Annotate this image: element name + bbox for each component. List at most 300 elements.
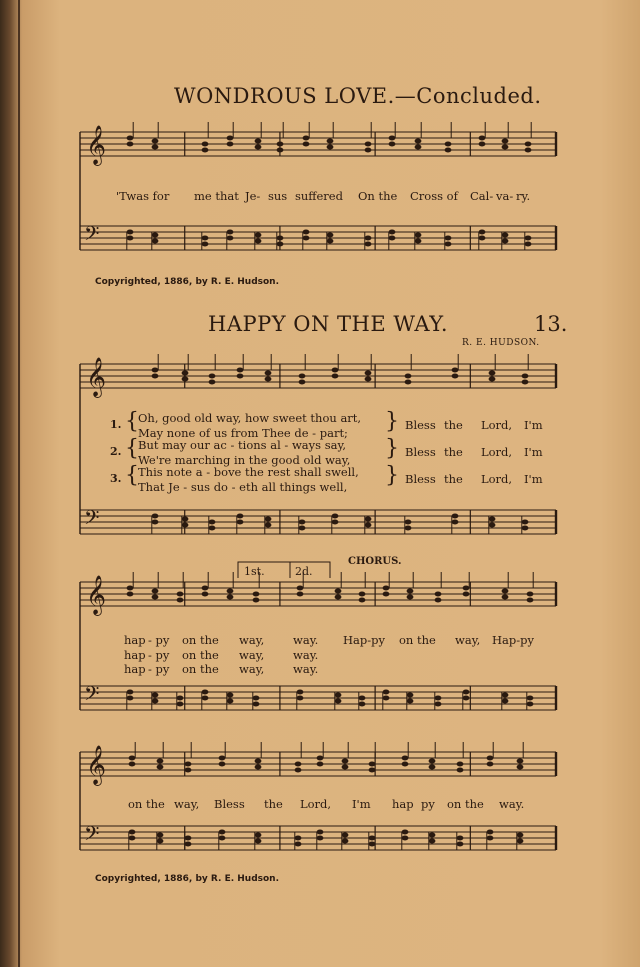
note-head — [253, 696, 260, 701]
chorus-word: - py — [148, 648, 170, 662]
note-head — [452, 368, 459, 373]
refrain-line-2 — [0, 445, 640, 461]
chorus-line-3 — [0, 662, 640, 678]
brace: } — [385, 463, 399, 488]
note-head — [365, 142, 372, 147]
note-head — [237, 514, 244, 519]
song1-copyright: Copyrighted, 1886, by R. E. Hudson. — [95, 277, 280, 287]
note-head — [527, 592, 534, 597]
note-head — [365, 371, 372, 376]
note-head — [383, 696, 390, 701]
bass-clef-icon: 𝄢 — [84, 822, 100, 850]
note-head — [452, 520, 459, 525]
note-head — [152, 233, 159, 238]
treble-clef-icon: 𝄞 — [86, 357, 107, 397]
note-head — [127, 690, 134, 695]
note-head — [209, 374, 216, 379]
lyric-word: Cal- — [470, 189, 494, 203]
chorus-word: Hap-py — [343, 633, 385, 647]
note-head — [185, 836, 192, 841]
note-head — [342, 833, 349, 838]
chorus-line-1 — [0, 633, 640, 649]
note-head — [463, 696, 470, 701]
note-head — [502, 233, 509, 238]
note-head — [365, 148, 372, 153]
note-head — [317, 756, 324, 761]
note-head — [152, 374, 159, 379]
note-head — [157, 839, 164, 844]
note-head — [463, 690, 470, 695]
note-head — [127, 236, 134, 241]
note-head — [185, 842, 192, 847]
note-head — [383, 586, 390, 591]
note-head — [489, 371, 496, 376]
note-head — [209, 526, 216, 531]
note-head — [152, 145, 159, 150]
chorus-word: way, — [239, 662, 265, 676]
note-head — [177, 598, 184, 603]
note-head — [209, 520, 216, 525]
note-head — [383, 592, 390, 597]
note-head — [129, 756, 136, 761]
note-head — [152, 139, 159, 144]
chorus-word: way. — [293, 648, 319, 662]
note-head — [182, 523, 189, 528]
chorus-word: way, — [455, 633, 481, 647]
note-head — [299, 380, 306, 385]
lyric-word: Cross of — [410, 189, 458, 203]
note-head — [127, 142, 134, 147]
chorus-word: hap — [124, 662, 146, 676]
note-head — [525, 142, 532, 147]
note-head — [237, 374, 244, 379]
lyric-word: Je- — [245, 189, 261, 203]
final-word: way. — [499, 797, 525, 811]
refrain-word: Bless — [405, 472, 436, 486]
note-head — [429, 759, 436, 764]
note-head — [127, 136, 134, 141]
note-head — [369, 842, 376, 847]
hymn-number: 13. — [534, 312, 568, 336]
note-head — [429, 765, 436, 770]
note-head — [265, 517, 272, 522]
note-head — [489, 517, 496, 522]
note-head — [335, 699, 342, 704]
note-head — [299, 526, 306, 531]
note-head — [389, 142, 396, 147]
refrain-word: the — [444, 445, 463, 459]
refrain-word: Lord, — [481, 418, 513, 432]
treble-clef-icon: 𝄞 — [86, 125, 107, 165]
note-head — [157, 759, 164, 764]
note-head — [479, 236, 486, 241]
note-head — [452, 374, 459, 379]
note-head — [177, 592, 184, 597]
note-head — [152, 693, 159, 698]
note-head — [435, 592, 442, 597]
note-head — [327, 145, 334, 150]
note-head — [152, 239, 159, 244]
final-word: Bless — [214, 797, 245, 811]
note-head — [127, 230, 134, 235]
note-head — [332, 520, 339, 525]
note-head — [457, 842, 464, 847]
chorus-word: on the — [182, 633, 219, 647]
note-head — [359, 598, 366, 603]
note-head — [502, 595, 509, 600]
note-head — [152, 595, 159, 600]
note-head — [365, 517, 372, 522]
chorus-word: - py — [148, 633, 170, 647]
note-head — [129, 830, 136, 835]
note-head — [405, 374, 412, 379]
note-head — [152, 520, 159, 525]
treble-clef-icon: 𝄞 — [86, 575, 107, 615]
note-head — [277, 236, 284, 241]
final-word: way, — [174, 797, 200, 811]
note-head — [127, 696, 134, 701]
note-head — [445, 236, 452, 241]
note-head — [525, 148, 532, 153]
note-head — [253, 592, 260, 597]
final-word: on the — [128, 797, 165, 811]
note-head — [317, 762, 324, 767]
note-head — [297, 696, 304, 701]
note-head — [335, 589, 342, 594]
note-head — [227, 699, 234, 704]
note-head — [479, 136, 486, 141]
note-head — [182, 371, 189, 376]
note-head — [527, 598, 534, 603]
note-head — [369, 762, 376, 767]
note-head — [429, 839, 436, 844]
note-head — [237, 520, 244, 525]
note-head — [487, 756, 494, 761]
note-head — [255, 139, 262, 144]
note-head — [253, 598, 260, 603]
note-head — [303, 236, 310, 241]
lyric-word: va- — [496, 189, 514, 203]
refrain-word: I'm — [524, 418, 543, 432]
note-head — [502, 693, 509, 698]
note-head — [407, 595, 414, 600]
note-head — [359, 696, 366, 701]
refrain-word: I'm — [524, 472, 543, 486]
brace: } — [385, 409, 399, 434]
note-head — [479, 142, 486, 147]
note-head — [129, 762, 136, 767]
note-head — [202, 696, 209, 701]
lyric-word: On the — [358, 189, 398, 203]
note-head — [219, 756, 226, 761]
note-head — [525, 242, 532, 247]
note-head — [303, 142, 310, 147]
note-head — [327, 239, 334, 244]
chorus-word: hap — [124, 633, 146, 647]
lyric-word: 'Twas for — [116, 189, 170, 203]
note-head — [402, 830, 409, 835]
note-head — [435, 598, 442, 603]
note-head — [502, 139, 509, 144]
note-head — [435, 696, 442, 701]
note-head — [255, 233, 262, 238]
note-head — [415, 233, 422, 238]
note-head — [415, 139, 422, 144]
note-head — [202, 242, 209, 247]
song2-title: HAPPY ON THE WAY. — [208, 312, 449, 336]
note-head — [369, 768, 376, 773]
treble-clef-icon: 𝄞 — [86, 745, 107, 785]
note-head — [489, 377, 496, 382]
note-head — [185, 762, 192, 767]
verse-line: That Je - sus do - eth all things well, — [138, 480, 348, 494]
note-head — [152, 368, 159, 373]
note-head — [295, 836, 302, 841]
note-head — [332, 514, 339, 519]
refrain-line-3 — [0, 472, 640, 488]
note-head — [255, 145, 262, 150]
chorus-word: on the — [182, 662, 219, 676]
note-head — [335, 693, 342, 698]
chorus-word: way. — [293, 633, 319, 647]
lyric-word: me that — [194, 189, 239, 203]
ending-1-label: 1st. — [244, 565, 265, 578]
note-head — [202, 142, 209, 147]
brace: { — [125, 409, 139, 434]
note-head — [407, 693, 414, 698]
note-head — [202, 148, 209, 153]
note-head — [525, 236, 532, 241]
refrain-word: the — [444, 472, 463, 486]
note-head — [405, 520, 412, 525]
note-head — [479, 230, 486, 235]
bass-clef-icon: 𝄢 — [84, 682, 100, 710]
ending-2-label: 2d. — [295, 565, 313, 578]
verse-line: But may our ac - tions al - ways say, — [138, 438, 347, 452]
verse-number: 2. — [110, 445, 122, 458]
refrain-word: Bless — [405, 445, 436, 459]
verse-line: This note a - bove the rest shall swell, — [138, 465, 359, 479]
note-head — [295, 768, 302, 773]
note-head — [299, 374, 306, 379]
note-head — [457, 762, 464, 767]
refrain-word: Lord, — [481, 472, 513, 486]
note-head — [255, 239, 262, 244]
bass-clef-icon: 𝄢 — [84, 506, 100, 534]
chorus-word: hap — [124, 648, 146, 662]
verse-line: Oh, good old way, how sweet thou art, — [138, 411, 362, 425]
note-head — [227, 693, 234, 698]
note-head — [227, 236, 234, 241]
note-head — [253, 702, 260, 707]
note-head — [303, 136, 310, 141]
final-word: on the — [447, 797, 484, 811]
final-word: I'm — [352, 797, 371, 811]
note-head — [297, 586, 304, 591]
note-head — [405, 380, 412, 385]
note-head — [157, 765, 164, 770]
note-head — [303, 230, 310, 235]
note-head — [255, 833, 262, 838]
note-head — [365, 236, 372, 241]
note-head — [152, 514, 159, 519]
song1-title: WONDROUS LOVE.—Concluded. — [174, 84, 542, 108]
note-head — [237, 368, 244, 373]
note-head — [177, 702, 184, 707]
note-head — [415, 145, 422, 150]
note-head — [227, 595, 234, 600]
note-head — [517, 759, 524, 764]
verse-number: 1. — [110, 418, 122, 431]
note-head — [335, 595, 342, 600]
note-head — [265, 523, 272, 528]
note-head — [219, 836, 226, 841]
verse-line: We're marching in the good old way, — [138, 453, 351, 467]
bass-clef-icon: 𝄢 — [84, 222, 100, 250]
note-head — [209, 380, 216, 385]
note-head — [255, 765, 262, 770]
verse-number: 3. — [110, 472, 122, 485]
note-head — [202, 592, 209, 597]
note-head — [445, 242, 452, 247]
lyric-word: suffered — [295, 189, 343, 203]
verse-line: May none of us from Thee de - part; — [138, 426, 348, 440]
note-head — [202, 690, 209, 695]
note-head — [227, 230, 234, 235]
note-head — [129, 836, 136, 841]
note-head — [299, 520, 306, 525]
note-head — [522, 380, 529, 385]
note-head — [415, 239, 422, 244]
composer-credit: R. E. HUDSON. — [462, 338, 540, 348]
chorus-word: way, — [239, 633, 265, 647]
chorus-word: - py — [148, 662, 170, 676]
note-head — [332, 374, 339, 379]
note-head — [407, 699, 414, 704]
note-head — [522, 520, 529, 525]
note-head — [152, 699, 159, 704]
note-head — [389, 136, 396, 141]
note-head — [255, 839, 262, 844]
note-head — [219, 762, 226, 767]
note-head — [445, 142, 452, 147]
note-head — [277, 242, 284, 247]
note-head — [522, 526, 529, 531]
note-head — [295, 842, 302, 847]
final-lyric-line — [0, 797, 640, 813]
final-word: the — [264, 797, 283, 811]
note-head — [297, 592, 304, 597]
note-head — [405, 526, 412, 531]
brace: { — [125, 463, 139, 488]
note-head — [489, 523, 496, 528]
note-head — [522, 374, 529, 379]
lyric-word: sus — [268, 189, 288, 203]
note-head — [157, 833, 164, 838]
note-head — [452, 514, 459, 519]
brace: } — [385, 436, 399, 461]
refrain-word: I'm — [524, 445, 543, 459]
chorus-word: way, — [239, 648, 265, 662]
note-head — [202, 586, 209, 591]
song2-copyright: Copyrighted, 1886, by R. E. Hudson. — [95, 874, 280, 884]
note-head — [327, 139, 334, 144]
note-head — [463, 586, 470, 591]
song1-lyrics — [0, 189, 640, 205]
note-head — [435, 702, 442, 707]
note-head — [255, 759, 262, 764]
note-head — [177, 696, 184, 701]
brace: { — [125, 436, 139, 461]
note-head — [402, 836, 409, 841]
chorus-word: on the — [399, 633, 436, 647]
note-head — [202, 236, 209, 241]
note-head — [317, 830, 324, 835]
note-head — [277, 142, 284, 147]
note-head — [182, 377, 189, 382]
refrain-word: Lord, — [481, 445, 513, 459]
note-head — [457, 836, 464, 841]
note-head — [517, 839, 524, 844]
note-head — [383, 690, 390, 695]
note-head — [487, 836, 494, 841]
note-head — [365, 377, 372, 382]
note-head — [527, 702, 534, 707]
note-head — [365, 523, 372, 528]
chorus-word: Hap-py — [492, 633, 534, 647]
note-head — [359, 592, 366, 597]
note-head — [297, 690, 304, 695]
note-head — [487, 830, 494, 835]
note-head — [127, 592, 134, 597]
refrain-word: the — [444, 418, 463, 432]
note-head — [185, 768, 192, 773]
note-head — [402, 762, 409, 767]
final-word: py — [421, 797, 435, 811]
note-head — [182, 517, 189, 522]
note-head — [487, 762, 494, 767]
note-head — [502, 145, 509, 150]
note-head — [342, 765, 349, 770]
note-head — [429, 833, 436, 838]
note-head — [265, 377, 272, 382]
note-head — [445, 148, 452, 153]
note-head — [265, 371, 272, 376]
note-head — [327, 233, 334, 238]
note-head — [152, 589, 159, 594]
chorus-word: on the — [182, 648, 219, 662]
note-head — [127, 586, 134, 591]
note-head — [277, 148, 284, 153]
note-head — [517, 765, 524, 770]
note-head — [219, 830, 226, 835]
note-head — [502, 589, 509, 594]
note-head — [527, 696, 534, 701]
note-head — [359, 702, 366, 707]
note-head — [369, 836, 376, 841]
note-head — [342, 839, 349, 844]
refrain-line-1 — [0, 418, 640, 434]
note-head — [295, 762, 302, 767]
note-head — [342, 759, 349, 764]
chorus-label: CHORUS. — [348, 556, 402, 567]
final-word: Lord, — [300, 797, 332, 811]
note-head — [502, 239, 509, 244]
note-head — [389, 230, 396, 235]
chorus-word: way. — [293, 662, 319, 676]
note-head — [332, 368, 339, 373]
note-head — [317, 836, 324, 841]
